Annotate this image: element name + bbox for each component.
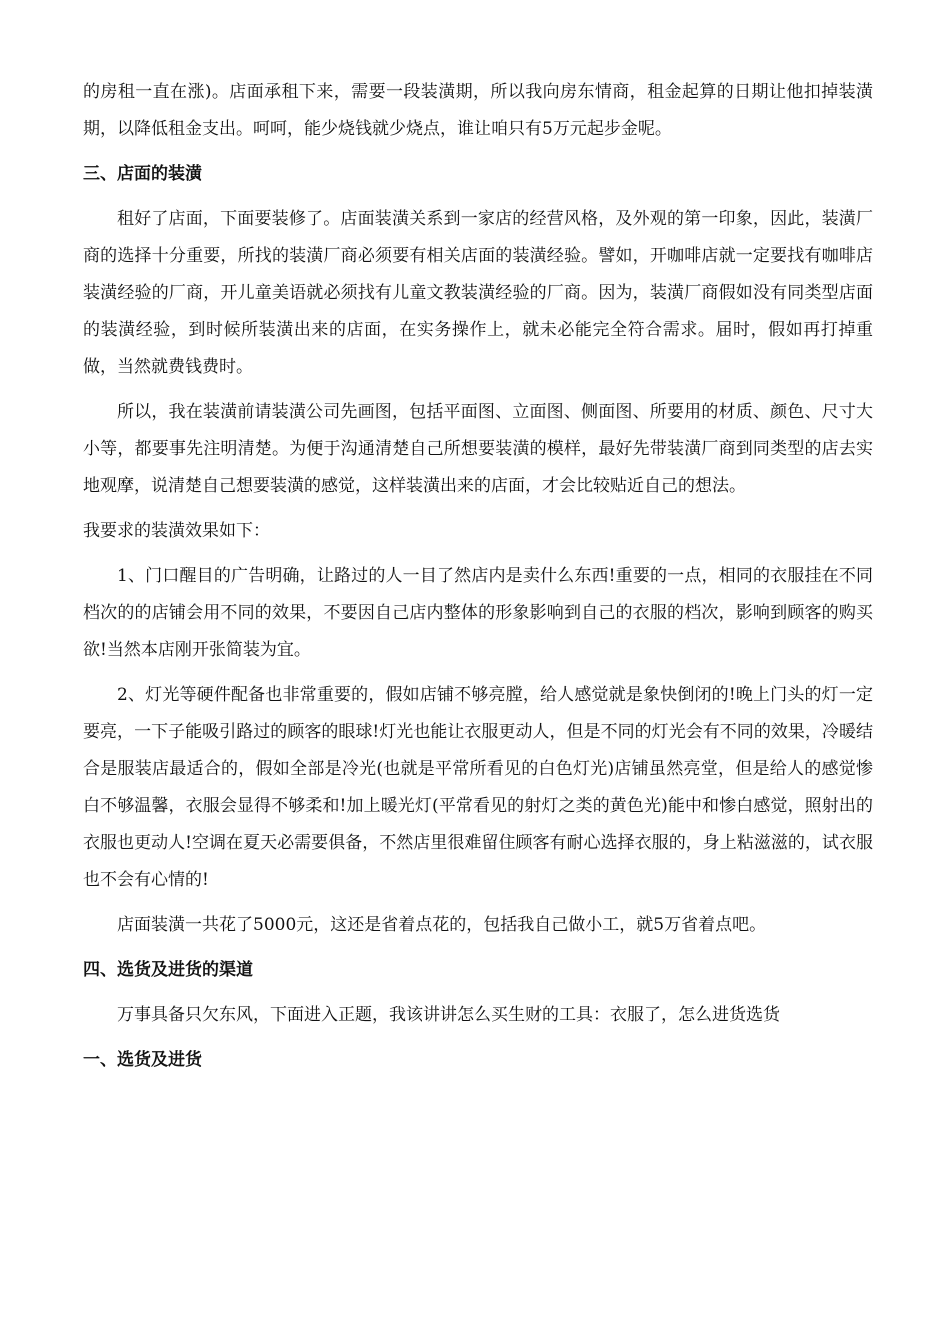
list-item-lighting: 2、灯光等硬件配备也非常重要的，假如店铺不够亮膛，给人感觉就是象快倒闭的!晚上门头的灯一定要亮，一下子能吸引路过的顾客的眼球!灯光也能让衣服更动人，但是不同的灯光会有不同的效果，冷暖结合是服装店最适合的，假如全部是冷光(也就是平常所看见的白色灯光)店铺虽然亮堂，但是给人的感觉惨白不够温馨，衣服会显得不够柔和!加上暖光灯(平常看见的射灯之类的黄色光)能中和惨白感觉，照射出的衣服也更动人!空调在夏天必需要俱备，不然店里很难留住顾客有耐心选择衣服的，身上粘滋滋的，试衣服也不会有心情的!	[83, 685, 873, 890]
subsection-heading-selection: 一、选货及进货	[83, 1050, 202, 1070]
paragraph-decoration-contractor: 租好了店面，下面要装修了。店面装潢关系到一家店的经营风格，及外观的第一印象，因此，装潢厂商的选择十分重要，所找的装潢厂商必须要有相关店面的装潢经验。譬如，开咖啡店就一定要找有咖啡店装潢经验的厂商，开儿童美语就必须找有儿童文教装潢经验的厂商。因为，装潢厂商假如没有同类型店面的装潢经验，到时候所装潢出来的店面，在实务操作上，就未必能完全符合需求。届时，假如再打掉重做，当然就费钱费时。	[83, 209, 873, 377]
section-heading-sourcing: 四、选货及进货的渠道	[83, 960, 253, 980]
paragraph-decoration-requirements-intro: 我要求的装潢效果如下：	[83, 521, 270, 541]
section-heading-decoration: 三、店面的装潢	[83, 164, 202, 184]
document-page	[83, 74, 873, 1079]
paragraph-decoration-cost: 店面装潢一共花了5000元，这还是省着点花的，包括我自己做小工，就5万省着点吧。	[117, 915, 767, 935]
list-item-storefront-ad: 1、门口醒目的广告明确，让路过的人一目了然店内是卖什么东西!重要的一点，相同的衣服挂在不同档次的的店铺会用不同的效果，不要因自己店内整体的形象影响到自己的衣服的档次，影响到顾客的购买欲!当然本店刚开张简装为宜。	[83, 566, 873, 660]
paragraph-rent-continued: 的房租一直在涨)。店面承租下来，需要一段装潢期，所以我向房东情商，租金起算的日期让他扣掉装潢期，以降低租金支出。呵呵，能少烧钱就少烧点，谁让咱只有5万元起步金呢。	[83, 82, 873, 139]
paragraph-decoration-drawings: 所以，我在装潢前请装潢公司先画图，包括平面图、立面图、侧面图、所要用的材质、颜色、尺寸大小等，都要事先注明清楚。为便于沟通清楚自己所想要装潢的模样，最好先带装潢厂商到同类型的店去实地观摩，说清楚自己想要装潢的感觉，这样装潢出来的店面，才会比较贴近自己的想法。	[83, 402, 873, 496]
paragraph-sourcing-intro: 万事具备只欠东风，下面进入正题，我该讲讲怎么买生财的工具：衣服了，怎么进货选货	[117, 1005, 780, 1025]
